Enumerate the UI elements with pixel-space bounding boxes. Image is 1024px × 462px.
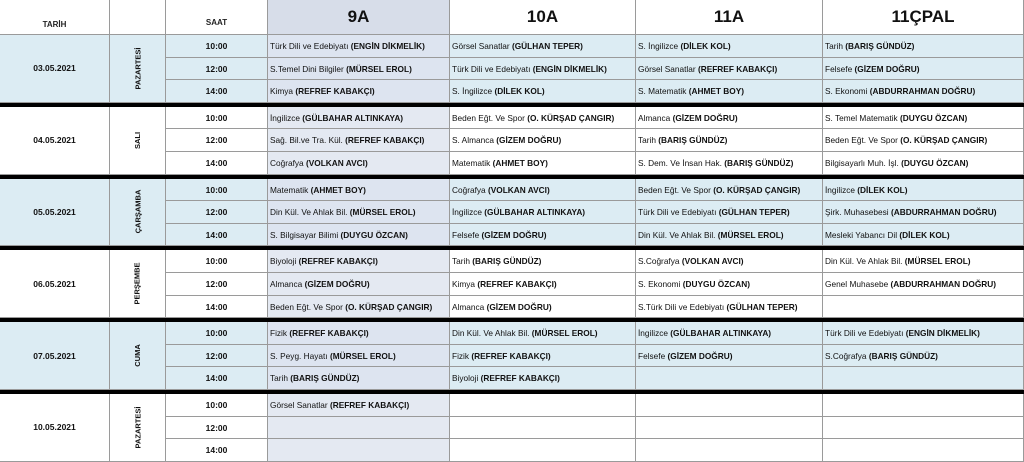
time-cell[interactable]: 12:00 <box>166 345 268 368</box>
header-date[interactable]: TARİH <box>0 0 110 35</box>
subject-text: S. Bilgisayar Bilimi <box>270 229 341 240</box>
lesson-cell[interactable] <box>268 394 450 417</box>
subject-text: S.Coğrafya <box>638 256 682 267</box>
lesson-cell[interactable] <box>450 224 636 247</box>
lesson-cell[interactable] <box>268 80 450 103</box>
lesson-cell[interactable] <box>823 80 1024 103</box>
subject-text: S. İngilizce <box>452 86 495 97</box>
teacher-text: (ENGİN DİKMELİK) <box>350 41 425 51</box>
time-cell[interactable]: 10:00 <box>166 107 268 130</box>
weekday-cell[interactable] <box>110 250 166 318</box>
teacher-text: (REFREF KABAKÇI) <box>329 400 410 410</box>
teacher-text: (GÜLHAN TEPER) <box>718 207 790 218</box>
teacher-text: (VOLKAN AVCI) <box>487 184 550 195</box>
subject-text: İngilizce <box>270 112 303 123</box>
subject-text: Din Kül. Ve Ahlak Bil. <box>638 229 718 240</box>
teacher-text: (GİZEM DOĞRU) <box>496 135 562 146</box>
date-cell[interactable]: 10.05.2021 <box>0 394 110 462</box>
lesson-cell[interactable] <box>823 224 1024 247</box>
subject-text: S.Temel Dini Bilgiler <box>270 63 347 74</box>
lesson-cell[interactable] <box>450 107 636 130</box>
lesson-cell[interactable] <box>823 322 1024 345</box>
date-cell[interactable]: 07.05.2021 <box>0 322 110 390</box>
lesson-cell[interactable] <box>636 35 823 58</box>
weekday-cell[interactable] <box>110 394 166 462</box>
date-cell[interactable]: 06.05.2021 <box>0 250 110 318</box>
teacher-text: (REFREF KABAKÇI) <box>697 63 778 74</box>
lesson-cell[interactable] <box>636 80 823 103</box>
teacher-text: (O. KÜRŞAD ÇANGIR) <box>713 184 801 195</box>
subject-text: S. Almanca <box>452 135 497 146</box>
subject-text: Matematik <box>452 158 493 168</box>
teacher-text: (AHMET BOY) <box>688 86 745 97</box>
lesson-cell[interactable] <box>268 322 450 345</box>
teacher-text: (ABDURRAHMAN DOĞRU) <box>869 86 976 97</box>
lesson-cell[interactable] <box>823 250 1024 273</box>
teacher-text: (REFREF KABAKÇI) <box>345 135 425 146</box>
lesson-cell[interactable] <box>636 345 823 368</box>
subject-text: Matematik <box>270 184 311 195</box>
teacher-text: (BARIŞ GÜNDÜZ) <box>868 350 938 361</box>
teacher-text: (BARIŞ GÜNDÜZ) <box>845 41 915 51</box>
lesson-cell[interactable] <box>636 417 823 440</box>
subject-text: Felsefe <box>452 229 482 240</box>
subject-text: Sağ. Bil.ve Tra. Kül. <box>270 135 346 146</box>
lesson-cell[interactable] <box>636 179 823 202</box>
subject-text: S.Coğrafya <box>825 350 869 361</box>
lesson-cell[interactable] <box>268 107 450 130</box>
header-class-1[interactable]: 9A <box>268 0 450 35</box>
lesson-cell[interactable] <box>636 273 823 296</box>
subject-text: Fizik <box>270 328 290 339</box>
subject-text: Şirk. Muhasebesi <box>825 207 891 218</box>
subject-text: Görsel Sanatlar <box>452 41 512 51</box>
teacher-text: (GİZEM DOĞRU) <box>486 301 552 312</box>
teacher-text: (DİLEK KOL) <box>899 229 950 240</box>
lesson-cell[interactable] <box>268 417 450 440</box>
lesson-cell[interactable] <box>450 58 636 81</box>
header-class-3[interactable]: 11A <box>636 0 823 35</box>
lesson-cell[interactable] <box>636 224 823 247</box>
teacher-text: (DİLEK KOL) <box>680 41 731 51</box>
subject-text: Görsel Sanatlar <box>270 400 330 410</box>
time-cell[interactable]: 10:00 <box>166 250 268 273</box>
lesson-cell[interactable] <box>450 179 636 202</box>
lesson-cell[interactable] <box>450 80 636 103</box>
subject-text: S. Dem. Ve İnsan Hak. <box>638 158 725 168</box>
teacher-text: (AHMET BOY) <box>492 158 548 168</box>
lesson-cell[interactable] <box>823 345 1024 368</box>
time-cell[interactable]: 12:00 <box>166 201 268 224</box>
subject-text: Kimya <box>452 279 478 289</box>
subject-text: Felsefe <box>825 63 855 74</box>
time-cell[interactable]: 12:00 <box>166 129 268 152</box>
lesson-cell[interactable] <box>450 322 636 345</box>
subject-text: S. Ekonomi <box>825 86 870 97</box>
subject-text: İngilizce <box>452 207 485 218</box>
subject-text: Beden Eğt. Ve Spor <box>638 184 714 195</box>
lesson-cell[interactable] <box>268 58 450 81</box>
lesson-cell[interactable] <box>636 129 823 152</box>
subject-text: Beden Eğt. Ve Spor <box>452 112 528 123</box>
time-cell[interactable]: 14:00 <box>166 224 268 247</box>
lesson-cell[interactable] <box>268 179 450 202</box>
lesson-cell[interactable] <box>268 296 450 319</box>
lesson-cell[interactable] <box>268 201 450 224</box>
teacher-text: (REFREF KABAKÇI) <box>295 86 375 97</box>
subject-text: Beden Eğt. Ve Spor <box>270 301 346 312</box>
time-cell[interactable]: 14:00 <box>166 439 268 462</box>
lesson-cell[interactable] <box>823 367 1024 390</box>
teacher-text: (GİZEM DOĞRU) <box>481 229 547 240</box>
lesson-cell[interactable] <box>636 322 823 345</box>
header-class-4[interactable]: 11ÇPAL <box>823 0 1024 35</box>
subject-text: Görsel Sanatlar <box>638 63 698 74</box>
lesson-cell[interactable] <box>450 367 636 390</box>
weekday-label: PAZARTESİ <box>132 406 142 449</box>
subject-text: S. İngilizce <box>638 41 681 51</box>
header-class-2[interactable]: 10A <box>450 0 636 35</box>
lesson-cell[interactable] <box>450 152 636 175</box>
subject-text: Almanca <box>452 301 487 312</box>
lesson-cell[interactable] <box>268 35 450 58</box>
time-cell[interactable]: 12:00 <box>166 273 268 296</box>
lesson-cell[interactable] <box>636 367 823 390</box>
teacher-text: (REFREF KABAKÇI) <box>298 256 378 267</box>
lesson-cell[interactable] <box>450 129 636 152</box>
teacher-text: (DİLEK KOL) <box>857 184 908 195</box>
lesson-cell[interactable] <box>268 250 450 273</box>
lesson-cell[interactable] <box>636 107 823 130</box>
teacher-text: (DİLEK KOL) <box>494 86 545 97</box>
lesson-cell[interactable] <box>823 417 1024 440</box>
subject-text: Bilgisayarlı Muh. İşl. <box>825 158 902 168</box>
lesson-cell[interactable] <box>636 394 823 417</box>
time-cell[interactable]: 14:00 <box>166 367 268 390</box>
lesson-cell[interactable] <box>268 345 450 368</box>
subject-text: Türk Dili ve Edebiyatı <box>270 41 351 51</box>
subject-text: İngilizce <box>825 184 858 195</box>
teacher-text: (DUYGU ÖZCAN) <box>900 112 968 123</box>
teacher-text: (GÜLHAN TEPER) <box>726 301 798 312</box>
lesson-cell[interactable] <box>636 201 823 224</box>
lesson-cell[interactable] <box>823 296 1024 319</box>
subject-text: Tarih <box>825 41 846 51</box>
teacher-text: (GİZEM DOĞRU) <box>304 279 370 289</box>
subject-text: Biyoloji <box>452 373 481 384</box>
time-cell[interactable]: 10:00 <box>166 322 268 345</box>
time-cell[interactable]: 12:00 <box>166 417 268 440</box>
lesson-cell[interactable] <box>636 152 823 175</box>
lesson-cell[interactable] <box>450 394 636 417</box>
subject-text: Felsefe <box>638 350 668 361</box>
subject-text: S. Matematik <box>638 86 689 97</box>
weekday-cell[interactable] <box>110 179 166 247</box>
subject-text: Kimya <box>270 86 296 97</box>
header-time[interactable]: SAAT <box>166 0 268 35</box>
teacher-text: (MÜRSEL EROL) <box>349 207 416 218</box>
teacher-text: (MÜRSEL EROL) <box>904 256 971 267</box>
teacher-text: (VOLKAN AVCI) <box>305 158 368 168</box>
time-cell[interactable]: 10:00 <box>166 394 268 417</box>
subject-text: Almanca <box>638 112 673 123</box>
lesson-cell[interactable] <box>268 367 450 390</box>
teacher-text: (BARIŞ GÜNDÜZ) <box>724 158 794 168</box>
lesson-cell[interactable] <box>450 417 636 440</box>
weekday-label: PAZARTESİ <box>132 47 142 90</box>
date-cell[interactable]: 03.05.2021 <box>0 35 110 103</box>
subject-text: Türk Dili ve Edebiyatı <box>638 207 719 218</box>
teacher-text: (MÜRSEL EROL) <box>329 350 396 361</box>
subject-text: Beden Eğt. Ve Spor <box>825 135 901 146</box>
lesson-cell[interactable] <box>268 129 450 152</box>
lesson-cell[interactable] <box>636 296 823 319</box>
time-cell[interactable]: 14:00 <box>166 296 268 319</box>
teacher-text: (GÜLBAHAR ALTINKAYA) <box>670 328 772 339</box>
teacher-text: (GÜLHAN TEPER) <box>511 41 583 51</box>
lesson-cell[interactable] <box>823 107 1024 130</box>
teacher-text: (REFREF KABAKÇI) <box>480 373 560 384</box>
subject-text: Mesleki Yabancı Dil <box>825 229 900 240</box>
time-cell[interactable]: 10:00 <box>166 35 268 58</box>
weekday-cell[interactable] <box>110 35 166 103</box>
teacher-text: (GÜLBAHAR ALTINKAYA) <box>484 207 586 218</box>
lesson-cell[interactable] <box>823 179 1024 202</box>
subject-text: S.Türk Dili ve Edebiyatı <box>638 301 727 312</box>
teacher-text: (ENGİN DİKMELİK) <box>532 63 607 74</box>
lesson-cell[interactable] <box>636 58 823 81</box>
lesson-cell[interactable] <box>823 273 1024 296</box>
lesson-cell[interactable] <box>268 273 450 296</box>
time-cell[interactable]: 10:00 <box>166 179 268 202</box>
weekday-cell[interactable] <box>110 322 166 390</box>
subject-text: Tarih <box>452 256 473 267</box>
lesson-cell[interactable] <box>450 35 636 58</box>
subject-text: Coğrafya <box>452 184 488 195</box>
weekday-cell[interactable] <box>110 107 166 175</box>
teacher-text: (ENGİN DİKMELİK) <box>905 328 980 339</box>
teacher-text: (MÜRSEL EROL) <box>346 63 412 74</box>
subject-text: Din Kül. Ve Ahlak Bil. <box>270 207 350 218</box>
teacher-text: (REFREF KABAKÇI) <box>477 279 557 289</box>
subject-text: Almanca <box>270 279 305 289</box>
teacher-text: (REFREF KABAKÇI) <box>289 328 369 339</box>
teacher-text: (GİZEM DOĞRU) <box>672 112 738 123</box>
subject-text: Tarih <box>638 135 659 146</box>
subject-text: S. Temel Matematik <box>825 112 901 123</box>
lesson-cell[interactable] <box>823 152 1024 175</box>
subject-text: S. Peyg. Hayatı <box>270 350 330 361</box>
subject-text: Genel Muhasebe <box>825 279 891 289</box>
lesson-cell[interactable] <box>450 273 636 296</box>
teacher-text: (DUYGU ÖZCAN) <box>682 279 751 289</box>
lesson-cell[interactable] <box>823 35 1024 58</box>
date-cell[interactable]: 04.05.2021 <box>0 107 110 175</box>
subject-text: Türk Dili ve Edebiyatı <box>825 328 906 339</box>
subject-text: Din Kül. Ve Ahlak Bil. <box>825 256 905 267</box>
teacher-text: (O. KÜRŞAD ÇANGIR) <box>527 112 615 123</box>
subject-text: Coğrafya <box>270 158 306 168</box>
teacher-text: (O. KÜRŞAD ÇANGIR) <box>900 135 988 146</box>
teacher-text: (DUYGU ÖZCAN) <box>901 158 969 168</box>
lesson-cell[interactable] <box>823 58 1024 81</box>
lesson-cell[interactable] <box>450 345 636 368</box>
teacher-text: (MÜRSEL EROL) <box>531 328 598 339</box>
subject-text: İngilizce <box>638 328 671 339</box>
time-cell[interactable]: 14:00 <box>166 80 268 103</box>
subject-text: Türk Dili ve Edebiyatı <box>452 63 533 74</box>
weekday-label: ÇARŞAMBA <box>133 190 142 234</box>
time-cell[interactable]: 12:00 <box>166 58 268 81</box>
subject-text: Din Kül. Ve Ahlak Bil. <box>452 328 532 339</box>
lesson-cell[interactable] <box>823 394 1024 417</box>
subject-text: Tarih <box>270 373 291 384</box>
teacher-text: (MÜRSEL EROL) <box>717 229 784 240</box>
teacher-text: (ABDURRAHMAN DOĞRU) <box>890 279 997 289</box>
subject-text: Fizik <box>452 350 472 361</box>
teacher-text: (BARIŞ GÜNDÜZ) <box>290 373 360 384</box>
lesson-cell[interactable] <box>823 201 1024 224</box>
lesson-cell[interactable] <box>823 129 1024 152</box>
header-day[interactable] <box>110 0 166 35</box>
teacher-text: (VOLKAN AVCI) <box>681 256 744 267</box>
lesson-cell[interactable] <box>268 224 450 247</box>
teacher-text: (ABDURRAHMAN DOĞRU) <box>890 207 997 218</box>
teacher-text: (O. KÜRŞAD ÇANGIR) <box>345 301 433 312</box>
teacher-text: (GİZEM DOĞRU) <box>667 350 733 361</box>
lesson-cell[interactable] <box>450 250 636 273</box>
lesson-cell[interactable] <box>450 296 636 319</box>
lesson-cell[interactable] <box>450 201 636 224</box>
teacher-text: (DUYGU ÖZCAN) <box>340 229 408 240</box>
teacher-text: (AHMET BOY) <box>310 184 366 195</box>
teacher-text: (GİZEM DOĞRU) <box>854 63 920 74</box>
teacher-text: (BARIŞ GÜNDÜZ) <box>658 135 728 146</box>
teacher-text: (REFREF KABAKÇI) <box>471 350 551 361</box>
weekday-label: CUMA <box>133 344 142 367</box>
teacher-text: (GÜLBAHAR ALTINKAYA) <box>302 112 404 123</box>
teacher-text: (BARIŞ GÜNDÜZ) <box>472 256 542 267</box>
date-cell[interactable]: 05.05.2021 <box>0 179 110 247</box>
lesson-cell[interactable] <box>268 152 450 175</box>
subject-text: Biyoloji <box>270 256 299 267</box>
time-cell[interactable]: 14:00 <box>166 152 268 175</box>
weekday-label: SALI <box>133 131 142 149</box>
subject-text: S. Ekonomi <box>638 279 683 289</box>
weekday-label: PERŞEMBE <box>133 262 142 305</box>
lesson-cell[interactable] <box>636 250 823 273</box>
